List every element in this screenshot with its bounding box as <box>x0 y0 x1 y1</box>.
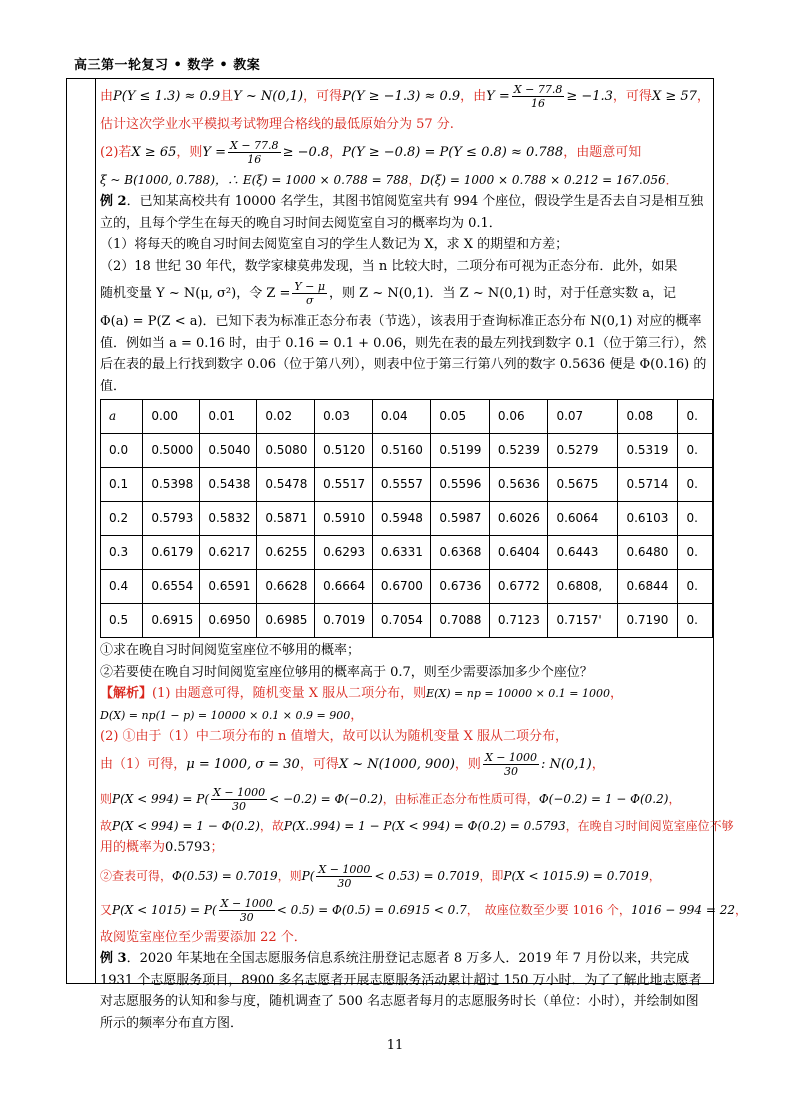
example2-question-2a: （2）18 世纪 30 年代，数学家棣莫弗发现，当 n 比较大时，二项分布可视为正态分布．此外，如果 <box>100 258 678 274</box>
table-cell: 0.04 <box>372 400 431 434</box>
table-cell: 0.5120 <box>315 434 373 468</box>
example2-question-1: （1）将每天的晚自习时间去阅览室自习的学生人数记为 X，求 X 的期望和方差； <box>100 237 569 252</box>
solution-line-3: (2) ①由于（1）中二项分布的 n 值增大，故可以认为随机变量 X 服从二项分布， <box>100 729 568 744</box>
table-cell: 0.5000 <box>143 434 200 468</box>
table-cell: 0.01 <box>200 400 257 434</box>
example2-sub-1: ①求在晚自习时间阅览室座位不够用的概率； <box>100 643 361 658</box>
table-cell: 0.5714 <box>618 468 678 502</box>
table-cell: 0.6950 <box>200 604 257 638</box>
solution-line-2: D(X) = np(1 − p) = 10000 × 0.1 × 0.9 = 900， <box>100 707 364 723</box>
table-cell: 0. <box>678 502 713 536</box>
table-cell: 0. <box>678 570 713 604</box>
example2-question-2b: 随机变量 Y ~ N(μ, σ²)，令 Z = $\frac{Y - \mu}{\sigma}$ ，则 Z ~ N(0,1)．当 Z ~ N(0,1) 时，对于任意实数 a，记 <box>100 280 677 307</box>
solution-line-8: ②查表可得，Φ(0.53) = 0.7019，则P( $\frac{X - 1000}{30}$ < 0.53) = 0.7019，即P(X < 1015.9) = 0.7019， <box>100 862 661 890</box>
table-cell: 0.6064 <box>548 502 618 536</box>
table-row <box>101 604 713 638</box>
example2-sub-2: ②若要使在晚自习时间阅览室座位够用的概率高于 0.7，则至少需要添加多少个座位？ <box>100 664 593 680</box>
table-cell: 0.5080 <box>257 434 315 468</box>
table-cell: 0.6255 <box>257 536 315 570</box>
fraction: $\frac{X - 77.8}{16}$ <box>230 138 279 166</box>
table-cell: 0.5987 <box>431 502 490 536</box>
normal-table-clip <box>100 397 713 640</box>
table-cell: 0.05 <box>431 400 490 434</box>
table-cell: 0.5832 <box>200 502 257 536</box>
table-cell: 0.6026 <box>489 502 548 536</box>
table-cell: 0.6404 <box>489 536 548 570</box>
fraction: $\frac{X - 77.8}{16}$ <box>513 83 563 110</box>
table-cell: 0.5517 <box>315 468 373 502</box>
solution-line-9: 又P(X < 1015) = P( $\frac{X - 1000}{30}$ < 0.5) = Φ(0.5) = 0.6915 < 0.7， 故座位数至少要 1016 个，1016 − 994 = 22， <box>100 896 748 924</box>
table-cell: 0.7019 <box>315 604 373 638</box>
table-row <box>101 468 713 502</box>
table-cell: 0. <box>678 536 713 570</box>
table-row <box>101 570 713 604</box>
table-cell: 0.5239 <box>489 434 548 468</box>
table-cell: 0.5793 <box>143 502 200 536</box>
fraction: $\frac{X - 1000}{30}$ <box>318 862 371 890</box>
page-header: 高三第一轮复习 • 数学 • 教案 <box>74 58 261 73</box>
table-cell: 0.6103 <box>618 502 678 536</box>
table-cell: 0.1 <box>101 468 143 502</box>
table-cell: 0.6736 <box>431 570 490 604</box>
table-cell: 0.6443 <box>548 536 618 570</box>
table-cell: 0.6331 <box>372 536 431 570</box>
table-cell: 0.6772 <box>489 570 548 604</box>
table-cell: 0.2 <box>101 502 143 536</box>
table-cell: 0.5279 <box>548 434 618 468</box>
normal-distribution-table <box>100 399 713 638</box>
solution-line-4: 由（1）可得，μ = 1000, σ = 30，可得X ~ N(1000, 900)，则 $\frac{X - 1000}{30}$ : N(0,1)， <box>100 750 605 778</box>
table-row <box>101 434 713 468</box>
table-cell: 0.7088 <box>431 604 490 638</box>
table-cell: 0.5948 <box>372 502 431 536</box>
table-header-row <box>101 400 713 434</box>
table-cell: 0.5910 <box>315 502 373 536</box>
fraction: $\frac{Y - \mu}{\sigma}$ <box>294 280 326 307</box>
fraction: $\frac{X - 1000}{30}$ <box>213 785 266 813</box>
example2-question-2c: Φ(a) = P(Z < a)．已知下表为标准正态分布表（节选），该表用于查询标准正态分布 N(0,1) 对应的概率值．例如当 a = 0.16 时，由于 0.16 = 0.1 + 0.06，则先在表的最左列找到数字 0.1（位于第三行），然后在表的最上行找到数字 0.06（位于第八列），则表中位于第三行第八列的数字 0.5636 便是 Φ(0.16) 的值． <box>100 314 707 394</box>
table-cell: 0.5319 <box>618 434 678 468</box>
table-cell: 0.5596 <box>431 468 490 502</box>
table-cell: a <box>101 400 143 434</box>
table-cell: 0. <box>678 468 713 502</box>
solution-line-5: 则P(X < 994) = P( $\frac{X - 1000}{30}$ < −0.2) = Φ(−0.2)，由标准正态分布性质可得，Φ(−0.2) = 1 − Φ(0.2)， <box>100 785 681 813</box>
table-cell: 0.7190 <box>618 604 678 638</box>
table-cell: 0.08 <box>618 400 678 434</box>
table-cell: 0.5438 <box>200 468 257 502</box>
solution-line-6: 故P(X < 994) = 1 − Φ(0.2)，故P(X..994) = 1 − P(X < 994) = Φ(0.2) = 0.5793，在晚自习时间阅览室座位不够 <box>100 818 734 833</box>
table-cell: 0.6217 <box>200 536 257 570</box>
table-cell: 0.4 <box>101 570 143 604</box>
table-cell: 0.5478 <box>257 468 315 502</box>
left-column <box>66 78 96 984</box>
table-cell: 0.6664 <box>315 570 373 604</box>
example2-intro: 例 2．已知某高校共有 10000 名学生，其图书馆阅览室共有 994 个座位，假设学生是否去自习是相互独立的，且每个学生在每天的晚自习时间去阅览室自习的概率均为 0.1． <box>100 194 704 231</box>
table-cell: 0.00 <box>143 400 200 434</box>
table-cell: 0.5 <box>101 604 143 638</box>
table-cell: 0.7123 <box>489 604 548 638</box>
table-cell: 0.5040 <box>200 434 257 468</box>
fraction: $\frac{X - 1000}{30}$ <box>220 896 273 924</box>
content-area <box>100 80 748 1034</box>
table-cell: 0.7054 <box>372 604 431 638</box>
solution-line-10: 故阅览室座位至少需要添加 22 个． <box>100 929 307 945</box>
table-cell: 0.0 <box>101 434 143 468</box>
fraction: $\frac{X - 1000}{30}$ <box>484 750 537 778</box>
part1-line-2: 估计这次学业水平模拟考试物理合格线的最低原始分为 57 分. <box>100 117 454 132</box>
table-cell: 0.5160 <box>372 434 431 468</box>
table-cell: 0.6480 <box>618 536 678 570</box>
table-cell: 0.6368 <box>431 536 490 570</box>
table-cell: 0.03 <box>315 400 373 434</box>
table-cell: 0.6179 <box>143 536 200 570</box>
table-row <box>101 502 713 536</box>
table-cell: 0. <box>678 400 713 434</box>
page-number: 11 <box>386 1038 404 1053</box>
table-cell: 0.5636 <box>489 468 548 502</box>
table-cell: 0.6985 <box>257 604 315 638</box>
table-cell: 0.6554 <box>143 570 200 604</box>
part1-line-1: 由P(Y ≤ 1.3) ≈ 0.9且Y ~ N(0,1)，可得P(Y ≥ −1.3) ≈ 0.9，由Y = $\frac{X - 77.8}{16}$ ≥ −1.3，可得X ≥ 57， <box>100 83 710 110</box>
table-cell: 0.6700 <box>372 570 431 604</box>
table-cell: 0.5675 <box>548 468 618 502</box>
table-cell: 0.5871 <box>257 502 315 536</box>
table-cell: 0.6915 <box>143 604 200 638</box>
table-cell: 0. <box>678 434 713 468</box>
part1-line-4: ξ ~ B(1000, 0.788)，∴ E(ξ) = 1000 × 0.788 = 788，D(ξ) = 1000 × 0.788 × 0.212 = 167.056． <box>100 172 678 187</box>
table-cell: 0.5199 <box>431 434 490 468</box>
table-cell: 0.3 <box>101 536 143 570</box>
table-cell: 0.5398 <box>143 468 200 502</box>
table-cell: 0.6844 <box>618 570 678 604</box>
table-cell: 0.6591 <box>200 570 257 604</box>
table-cell: 0.02 <box>257 400 315 434</box>
part1-line-3: (2)若X ≥ 65，则Y = $\frac{X - 77.8}{16}$ ≥ −0.8，P(Y ≥ −0.8) = P(Y ≤ 0.8) ≈ 0.788，由题意可知 <box>100 138 642 166</box>
table-cell: 0.6808, <box>548 570 618 604</box>
table-cell: 0.07 <box>548 400 618 434</box>
table-cell: 0.5557 <box>372 468 431 502</box>
table-cell: 0.06 <box>489 400 548 434</box>
table-cell: 0. <box>678 604 713 638</box>
table-cell: 0.6293 <box>315 536 373 570</box>
example3-text: 例 3．2020 年某地在全国志愿服务信息系统注册登记志愿者 8 万多人．2019 年 7 月份以来，共完成 1931 个志愿服务项目，8900 多名志愿者开展志愿服务活动累计超过 150 万小时．为了了解此地志愿者对志愿服务的认知和参与度，随机调查了 500 名志愿者每月的志愿服务时长（单位：小时），并绘制如图所示的频率分布直方图． <box>100 951 702 1031</box>
table-cell: 0.7157' <box>548 604 618 638</box>
solution-line-7: 用的概率为0.5793； <box>100 840 224 855</box>
table-row <box>101 536 713 570</box>
solution-line-1: 【解析】(1) 由题意可得，随机变量 X 服从二项分布，则E(X) = np = 10000 × 0.1 = 1000， <box>100 686 623 701</box>
table-cell: 0.6628 <box>257 570 315 604</box>
